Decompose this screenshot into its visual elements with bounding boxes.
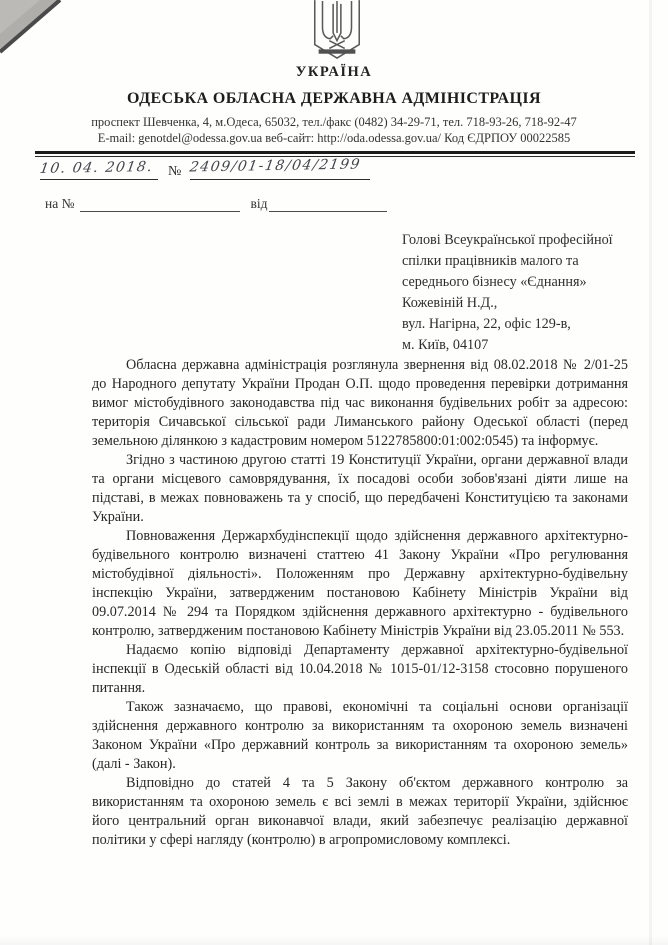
recipient-line: вул. Нагірна, 22, офіс 129-в, — [402, 316, 571, 332]
recipient-line: Кожевіній Н.Д., — [402, 295, 498, 311]
reply-number-blank — [80, 197, 240, 212]
number-sign: № — [168, 164, 182, 179]
recipient-line: спілки працівників малого та — [402, 253, 579, 269]
page-corner-fold — [0, 0, 70, 62]
letter-body — [92, 356, 628, 850]
body-paragraph: Надаємо копію відповіді Департаменту державної архітектурно-будівельної інспекції в Одеській області від 10.04.2018 № 1015-01/12-3158 стосовно порушеного питання. — [92, 642, 628, 696]
address-line: проспект Шевченка, 4, м.Одеса, 65032, тел./факс (0482) 34-29-71, тел. 718-93-26, 718-92-47 — [91, 115, 577, 129]
scan-bottom-tint — [0, 935, 668, 945]
contact-line: E-mail: genotdel@odessa.gov.ua веб-сайт: http://oda.odessa.gov.ua/ Код ЄДРПОУ 00022585 — [97, 131, 571, 145]
coat-of-arms — [308, 0, 366, 62]
recipient-line: Голові Всеукраїнської професійної — [402, 232, 613, 248]
ukraine-trident-icon — [308, 0, 366, 62]
handwritten-outgoing-number: 2409/01-18/04/2199 — [190, 158, 370, 180]
reply-from-label: від — [250, 196, 268, 211]
reply-reference-row — [45, 196, 387, 212]
recipient-line: м. Київ, 04107 — [402, 337, 489, 353]
body-paragraph: Повноваження Держархбудінспекції щодо здійснення державного архітектурно-будівельного контролю визначені статтею 41 Закону України «Про регулювання містобудівної діяльності». Положенням про Державну архітектурно-будівельну інспекцію України, затвердженим постановою Кабінету Міністрів України від 09.07.2014 № 294 та Порядком здійснення державного архітектурно - будівельного контролю, затвердженим постановою Кабінету Міністрів України від 23.05.2011 № 553. — [92, 528, 628, 639]
body-paragraph: Згідно з частиною другою статті 19 Конституції України, органи державної влади та органи місцевого самоврядування, їх посадові особи зобов'язані діяти лише на підставі, в межах повноважень та у спосіб, що передбачені Конституцією та законами України. — [92, 452, 628, 525]
recipient-line: середнього бізнесу «Єднання» — [402, 274, 587, 290]
country-label: УКРАЇНА — [295, 64, 373, 80]
body-paragraph: Обласна державна адміністрація розглянула звернення від 08.02.2018 № 2/01-25 до Народного депутату України Продан О.П. щодо проведення перевірки дотримання вимог містобудівного законодавства під час виконання будівельних робіт за адресою: територія Сичавської сільської ради Лиманського району Одеської області (перед земельною ділянкою з кадастровим номером 5122785800:01:002:0545) та інформує. — [92, 357, 628, 449]
recipient-block — [402, 230, 637, 356]
body-paragraph: Також зазначаємо, що правові, економічні та соціальні основи організації здійснення державного контролю за використанням та охороною земель визначені Законом України «Про державний контроль за використанням та охороною земель» (далі - Закон). — [92, 699, 628, 772]
handwritten-date: 10. 04. 2018. — [40, 160, 158, 180]
reply-date-blank — [269, 197, 387, 212]
body-paragraph: Відповідно до статей 4 та 5 Закону об'єктом державного контролю за використанням та охороною земель є всі землі в межах території України, здійснює його центральний орган виконавчої влади, який забезпечує реалізацію державної політики у сфері нагляду (контролю) в агропромисловому комплексі. — [92, 775, 628, 848]
organization-name: ОДЕСЬКА ОБЛАСНА ДЕРЖАВНА АДМІНІСТРАЦІЯ — [127, 90, 541, 107]
reply-to-label: на № — [45, 196, 75, 211]
